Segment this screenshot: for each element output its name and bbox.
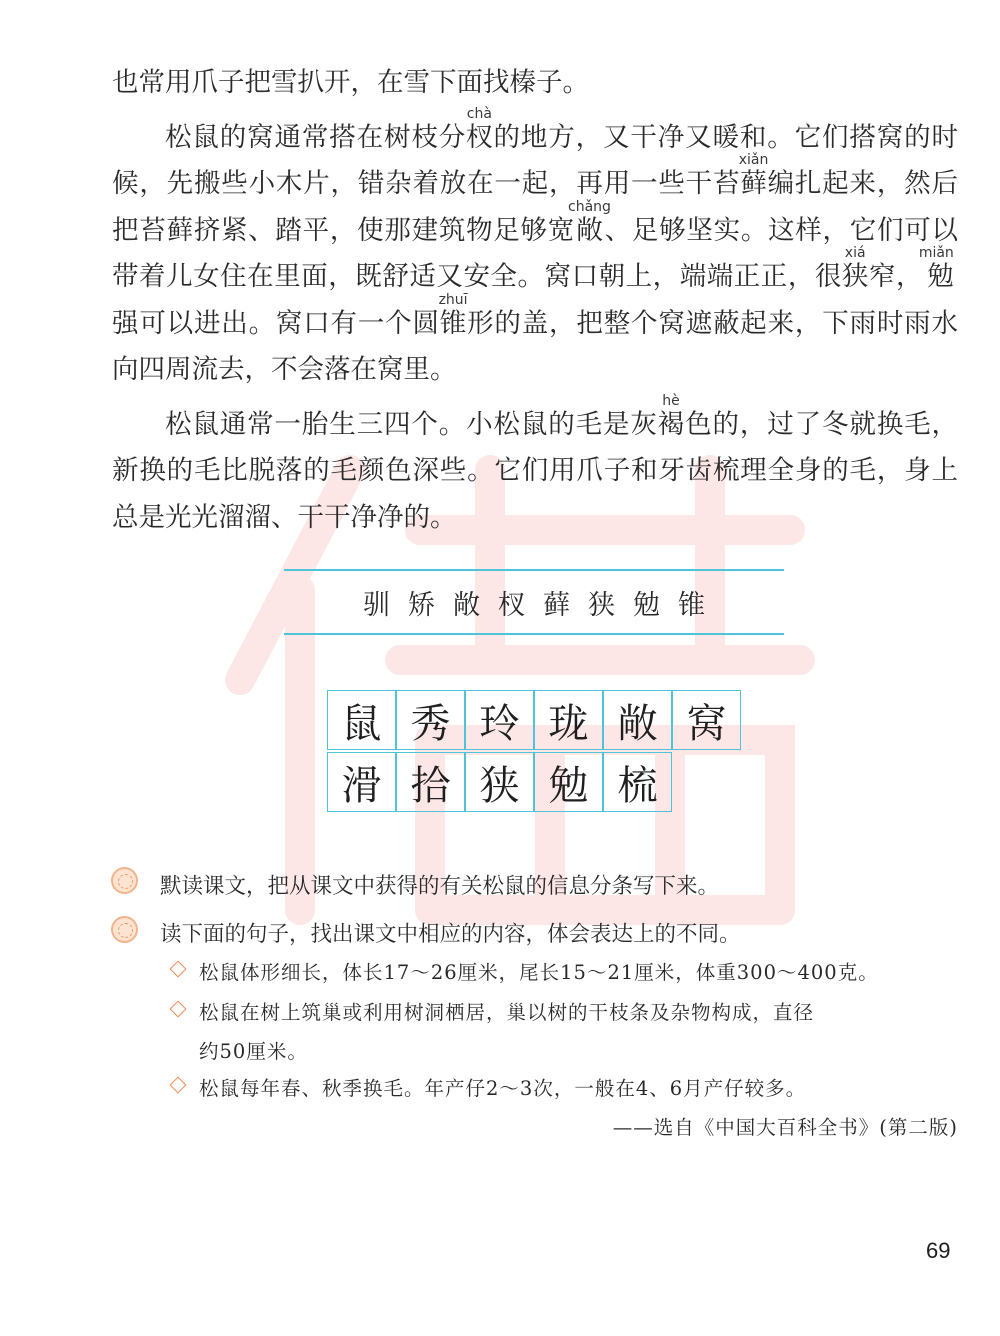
quoted-fact-2-cont: 约50厘米。 [199, 1040, 308, 1063]
grid-cell: 狭 [465, 752, 534, 812]
quoted-fact-3: 松鼠每年春、秋季换毛。年产仔2～3次，一般在4、6月产仔较多。 [199, 1077, 807, 1100]
new-char: 狭 [588, 589, 615, 621]
new-char: 锥 [678, 589, 705, 621]
pinyin-annotation: 褐hè [657, 392, 686, 440]
grid-cell: 滑 [327, 752, 396, 812]
diamond-icon [170, 1001, 187, 1018]
pinyin-annotation: 锥zhuī [438, 291, 468, 339]
pinyin-annotation: 藓xiǎn [738, 152, 769, 199]
grid-cell: 窝 [672, 690, 741, 750]
diamond-icon [170, 961, 187, 978]
grid-cell: 勉 [534, 752, 603, 812]
grid-cell: 梳 [603, 752, 672, 812]
new-char: 勉 [633, 589, 660, 621]
new-char: 敞 [453, 589, 480, 621]
grid-cell: 敞 [603, 690, 672, 750]
page-number: 69 [926, 1238, 951, 1263]
paragraph-1: 也常用爪子把雪扒开，在雪下面找榛子。 [112, 67, 589, 98]
pinyin-annotation: 杈chà [466, 105, 494, 153]
grid-cell: 玲 [465, 690, 534, 750]
pinyin-annotation: 狭xiá [841, 245, 869, 292]
pinyin-annotation: 敞chǎng [568, 198, 611, 246]
quoted-fact-2: 松鼠在树上筑巢或利用树洞栖居，巢以树的干枝条及杂物构成，直径 [199, 1001, 815, 1024]
grid-cell: 鼠 [327, 690, 396, 750]
passage-text [112, 60, 958, 541]
new-characters-box [284, 569, 784, 635]
grid-cell: 秀 [396, 690, 465, 750]
pinyin-annotation: 勉miǎn [918, 245, 954, 292]
new-char: 矫 [408, 589, 435, 621]
exercise-question-2: 读下面的句子，找出课文中相应的内容，体会表达上的不同。 [160, 922, 741, 947]
seal-stamp-icon [111, 916, 138, 943]
new-char: 藓 [543, 589, 570, 621]
paragraph-2: 松鼠的窝通常搭在树枝分杈chà的地方，又干净又暖和。它们搭窝的时候，先搬些小木片，错杂着放在一起，再用一些干苔藓xiǎn编扎起来，然后把苔藓挤紧、踏平，使那建筑物足够宽敞chǎng、足够坚实。这样，它们可以带着儿女住在里面，既舒适又安全。窝口朝上，端端正正，很狭xiá窄，勉miǎn强可以进出。窝口有一个圆锥zhuī形的盖，把整个窝遮蔽起来，下雨时雨水向四周流去，不会落在窝里。 [112, 105, 958, 385]
seal-stamp-icon [111, 867, 138, 894]
exercise-question-1: 默读课文，把从课文中获得的有关松鼠的信息分条写下来。 [160, 874, 720, 899]
grid-cell: 拾 [396, 752, 465, 812]
paragraph-3: 松鼠通常一胎生三四个。小松鼠的毛是灰褐hè色的，过了冬就换毛，新换的毛比脱落的毛颜色深些。它们用爪子和牙齿梳理全身的毛，身上总是光光溜溜、干干净净的。 [112, 392, 958, 533]
new-char: 杈 [498, 589, 525, 621]
grid-cell: 珑 [534, 690, 603, 750]
diamond-icon [170, 1077, 187, 1094]
quoted-fact-1: 松鼠体形细长，体长17～26厘米，尾长15～21厘米，体重300～400克。 [199, 961, 879, 984]
source-citation: ——选自《中国大百科全书》(第二版) [612, 1116, 958, 1139]
new-char: 驯 [363, 589, 390, 621]
